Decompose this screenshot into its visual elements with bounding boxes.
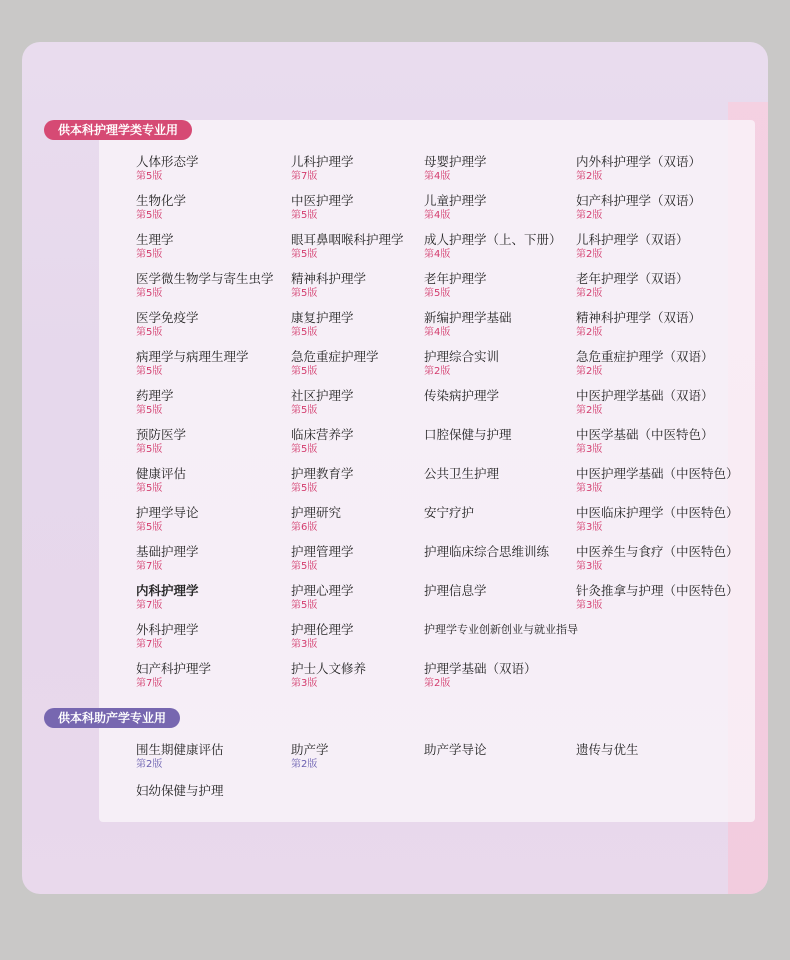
book-item (576, 349, 714, 379)
book-item (576, 544, 739, 574)
book-title: 内外科护理学（双语） (576, 154, 702, 169)
book-item (576, 271, 689, 301)
book-title: 护士人文修养 (291, 661, 367, 676)
book-item (424, 232, 562, 262)
book-title: 生物化学 (136, 193, 187, 208)
book-item (136, 271, 274, 301)
book-title: 老年护理学 (424, 271, 487, 286)
book-edition: 第2版 (136, 759, 163, 770)
book-title: 护理管理学 (291, 544, 354, 559)
book-edition: 第7版 (136, 561, 163, 572)
book-edition: 第4版 (424, 249, 451, 260)
book-item (291, 232, 404, 262)
book-title: 安宁疗护 (424, 505, 475, 520)
book-item (291, 583, 354, 613)
book-title: 护理信息学 (424, 583, 487, 598)
book-title: 急危重症护理学（双语） (576, 349, 714, 364)
book-title: 妇产科护理学 (136, 661, 212, 676)
book-item (291, 622, 354, 652)
book-title: 护理伦理学 (291, 622, 354, 637)
book-title: 中医护理学基础（双语） (576, 388, 714, 403)
book-title: 护理综合实训 (424, 349, 500, 364)
book-item (136, 544, 199, 574)
book-title: 老年护理学（双语） (576, 271, 689, 286)
book-item (136, 427, 186, 457)
book-edition: 第5版 (424, 288, 451, 299)
book-edition: 第5版 (136, 405, 163, 416)
book-item (136, 466, 186, 496)
book-item (291, 466, 354, 496)
book-edition: 第5版 (291, 561, 318, 572)
book-item (424, 271, 487, 301)
book-edition: 第5版 (291, 327, 318, 338)
book-item (424, 544, 549, 560)
book-item (576, 427, 714, 457)
book-title: 护理学专业创新创业与就业指导 (424, 623, 578, 636)
book-edition: 第3版 (576, 600, 603, 611)
book-title: 母婴护理学 (424, 154, 487, 169)
book-title: 中医护理学基础（中医特色） (576, 466, 739, 481)
book-title: 基础护理学 (136, 544, 199, 559)
book-edition: 第5版 (291, 600, 318, 611)
book-title: 精神科护理学（双语） (576, 310, 702, 325)
book-edition: 第2版 (424, 678, 451, 689)
book-edition: 第3版 (576, 483, 603, 494)
book-item (291, 427, 354, 457)
book-title: 针灸推拿与护理（中医特色） (576, 583, 739, 598)
book-title: 护理心理学 (291, 583, 354, 598)
book-item (291, 310, 354, 340)
book-edition: 第2版 (576, 288, 603, 299)
book-title: 眼耳鼻咽喉科护理学 (291, 232, 404, 247)
book-item (291, 505, 341, 535)
book-item (424, 742, 487, 758)
book-item (424, 466, 499, 482)
book-title: 护理学导论 (136, 505, 199, 520)
book-item (424, 505, 474, 521)
book-item (291, 544, 354, 574)
book-title: 遗传与优生 (576, 742, 639, 757)
book-item (576, 154, 701, 184)
book-title: 中医学基础（中医特色） (576, 427, 714, 442)
book-item (576, 505, 739, 535)
book-edition: 第2版 (291, 759, 318, 770)
book-title: 精神科护理学 (291, 271, 367, 286)
book-edition: 第3版 (291, 678, 318, 689)
book-title: 助产学导论 (424, 742, 487, 757)
book-title: 社区护理学 (291, 388, 354, 403)
book-item (576, 466, 739, 496)
book-edition: 第5版 (136, 483, 163, 494)
book-edition: 第7版 (136, 678, 163, 689)
book-title: 病理学与病理生理学 (136, 349, 249, 364)
book-item (424, 661, 537, 691)
book-edition: 第5版 (136, 366, 163, 377)
book-item (424, 622, 578, 638)
book-edition: 第2版 (576, 249, 603, 260)
book-edition: 第5版 (136, 288, 163, 299)
book-title: 护理学基础（双语） (424, 661, 537, 676)
book-edition: 第7版 (136, 600, 163, 611)
book-edition: 第7版 (291, 171, 318, 182)
book-title: 护理研究 (291, 505, 342, 520)
book-title: 新编护理学基础 (424, 310, 512, 325)
book-title: 儿童护理学 (424, 193, 487, 208)
book-edition: 第5版 (291, 288, 318, 299)
book-item (424, 154, 487, 184)
book-item (424, 310, 512, 340)
book-item (136, 310, 199, 340)
book-item (424, 193, 487, 223)
book-item (576, 388, 714, 418)
book-edition: 第5版 (291, 405, 318, 416)
book-edition: 第3版 (576, 561, 603, 572)
book-item (576, 310, 701, 340)
section-badge-nursing (44, 120, 192, 140)
book-edition: 第6版 (291, 522, 318, 533)
book-item (291, 742, 329, 772)
book-title: 医学微生物学与寄生虫学 (136, 271, 274, 286)
book-title: 成人护理学（上、下册） (424, 232, 562, 247)
book-item (136, 232, 174, 262)
book-title: 护理临床综合思维训练 (424, 544, 550, 559)
book-edition: 第5版 (136, 249, 163, 260)
book-item (291, 349, 379, 379)
book-title: 药理学 (136, 388, 174, 403)
book-edition: 第5版 (291, 444, 318, 455)
book-title: 口腔保健与护理 (424, 427, 512, 442)
book-title: 护理教育学 (291, 466, 354, 481)
book-item (136, 583, 199, 613)
book-item (136, 622, 199, 652)
book-edition: 第3版 (576, 444, 603, 455)
book-title: 儿科护理学（双语） (576, 232, 689, 247)
book-title: 儿科护理学 (291, 154, 354, 169)
book-item (424, 388, 499, 404)
book-title: 中医临床护理学（中医特色） (576, 505, 739, 520)
book-item (136, 783, 224, 799)
book-title: 公共卫生护理 (424, 466, 500, 481)
book-item (136, 742, 224, 772)
book-item (576, 232, 689, 262)
book-title: 助产学 (291, 742, 329, 757)
book-title: 中医养生与食疗（中医特色） (576, 544, 739, 559)
book-item (136, 193, 186, 223)
book-title: 康复护理学 (291, 310, 354, 325)
book-title: 围生期健康评估 (136, 742, 224, 757)
book-title: 中医护理学 (291, 193, 354, 208)
book-edition: 第4版 (424, 210, 451, 221)
book-item (291, 661, 366, 691)
book-title: 医学免疫学 (136, 310, 199, 325)
book-edition: 第4版 (424, 327, 451, 338)
book-item (291, 388, 354, 418)
book-title: 预防医学 (136, 427, 187, 442)
book-edition: 第7版 (136, 639, 163, 650)
book-edition: 第2版 (576, 327, 603, 338)
book-title: 健康评估 (136, 466, 187, 481)
section-title: 供本科护理学类专业用 (58, 123, 179, 137)
book-edition: 第5版 (136, 522, 163, 533)
book-title: 人体形态学 (136, 154, 199, 169)
book-item (136, 505, 199, 535)
book-item (576, 742, 639, 758)
section-title: 供本科助产学专业用 (58, 711, 167, 725)
book-item (136, 388, 174, 418)
book-title: 临床营养学 (291, 427, 354, 442)
book-item (424, 583, 487, 599)
book-item (424, 349, 499, 379)
book-edition: 第2版 (576, 171, 603, 182)
book-item (424, 427, 512, 443)
book-title: 内科护理学 (136, 583, 199, 598)
book-edition: 第5版 (291, 366, 318, 377)
book-edition: 第4版 (424, 171, 451, 182)
book-edition: 第2版 (424, 366, 451, 377)
book-edition: 第5版 (291, 249, 318, 260)
book-edition: 第3版 (291, 639, 318, 650)
book-edition: 第5版 (291, 483, 318, 494)
book-edition: 第5版 (136, 444, 163, 455)
book-edition: 第2版 (576, 405, 603, 416)
book-title: 生理学 (136, 232, 174, 247)
book-item (576, 583, 739, 613)
book-edition: 第5版 (136, 327, 163, 338)
book-item (136, 154, 199, 184)
book-item (291, 154, 354, 184)
book-edition: 第5版 (136, 171, 163, 182)
book-edition: 第2版 (576, 366, 603, 377)
book-item (136, 349, 249, 379)
book-edition: 第3版 (576, 522, 603, 533)
book-item (291, 271, 366, 301)
book-title: 急危重症护理学 (291, 349, 379, 364)
book-title: 外科护理学 (136, 622, 199, 637)
book-item (291, 193, 354, 223)
book-edition: 第2版 (576, 210, 603, 221)
book-edition: 第5版 (291, 210, 318, 221)
book-title: 传染病护理学 (424, 388, 500, 403)
book-item (136, 661, 211, 691)
book-item (576, 193, 701, 223)
book-edition: 第5版 (136, 210, 163, 221)
book-title: 妇幼保健与护理 (136, 783, 224, 798)
book-title: 妇产科护理学（双语） (576, 193, 702, 208)
section-badge-midwifery (44, 708, 180, 728)
